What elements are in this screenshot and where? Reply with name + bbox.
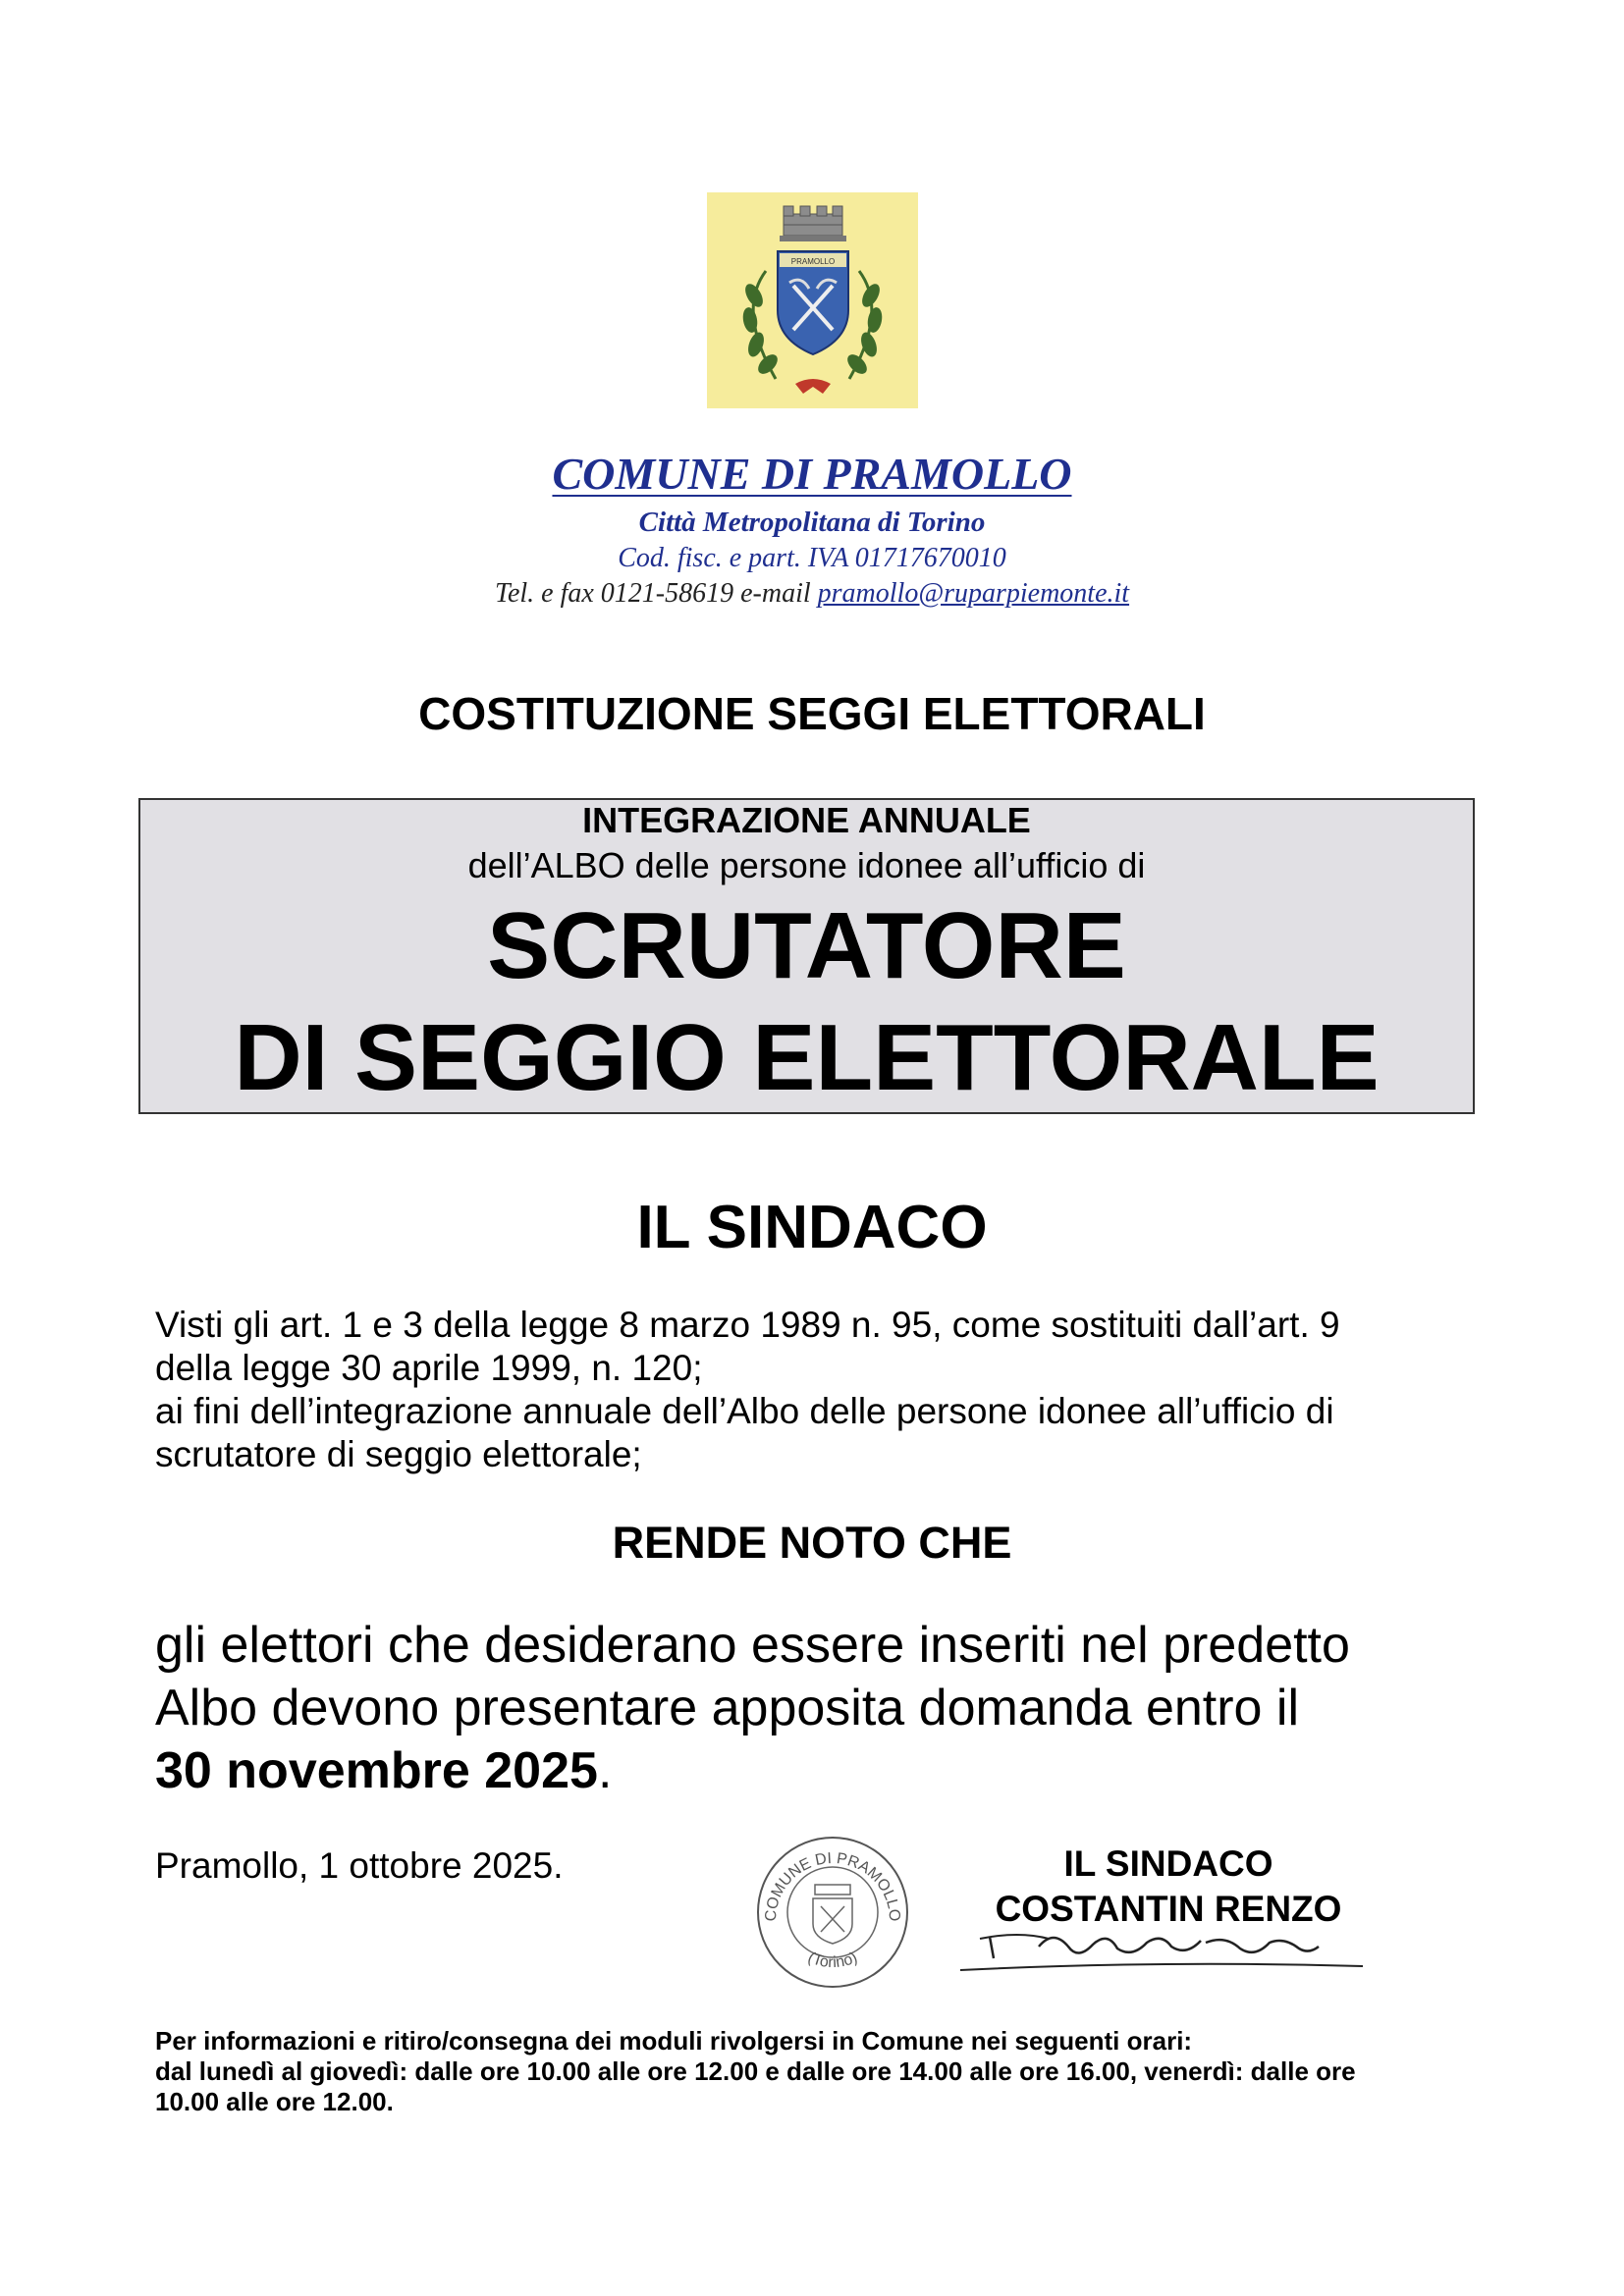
box-line-1: INTEGRAZIONE ANNUALE [582, 800, 1031, 840]
preamble-line: della legge 30 aprile 1999, n. 120; [155, 1348, 703, 1388]
footer-line: 10.00 alle ore 12.00. [155, 2087, 394, 2116]
boxed-heading [138, 798, 1475, 1114]
shield-icon [778, 251, 848, 354]
svg-text:COMUNE DI PRAMOLLO: COMUNE DI PRAMOLLO [762, 1849, 903, 1922]
sindaco-heading: IL SINDACO [636, 1194, 988, 1261]
document-title: COSTITUZIONE SEGGI ELETTORALI [418, 688, 1206, 739]
preamble-line: ai fini dell’integrazione annuale dell’Albo delle persone idonee all’ufficio di [155, 1391, 1334, 1431]
signatory-role: IL SINDACO [1063, 1843, 1273, 1884]
svg-text:(Torino): (Torino) [805, 1949, 860, 1972]
comune-contacts [0, 578, 1624, 610]
notice-line: Albo devono presentare apposita domanda entro il [155, 1680, 1300, 1736]
deadline-date: 30 novembre 2025 [155, 1742, 598, 1799]
svg-text:PRAMOLLO: PRAMOLLO [790, 257, 836, 266]
box-line-2: dell’ALBO delle persone idonee all’ufficio di [467, 845, 1146, 885]
municipal-stamp-icon [754, 1834, 911, 1991]
notice-body [155, 1614, 1530, 1802]
preamble-line: scrutatore di seggio elettorale; [155, 1434, 642, 1474]
box-line-3: SCRUTATORE [487, 893, 1126, 998]
comune-fiscal-code: Cod. fisc. e part. IVA 01717670010 [618, 543, 1006, 573]
rende-noto-heading: RENDE NOTO CHE [612, 1518, 1012, 1568]
footer-line: Per informazioni e ritiro/consegna dei moduli rivolgersi in Comune nei seguenti orari: [155, 2026, 1193, 2056]
preamble-line: Visti gli art. 1 e 3 della legge 8 marzo 1989 n. 95, come sostituiti dall’art. 9 [155, 1305, 1340, 1345]
comune-city: Città Metropolitana di Torino [638, 507, 986, 538]
email-link[interactable]: pramollo@ruparpiemonte.it [817, 578, 1130, 609]
comune-name: COMUNE DI PRAMOLLO [552, 449, 1072, 499]
notice-line: gli elettori che desiderano essere inseriti nel predetto [155, 1617, 1350, 1674]
contacts-phone: Tel. e fax 0121-58619 e-mail [494, 578, 818, 609]
notice-line [155, 1739, 1530, 1802]
footer-line: dal lunedì al giovedì: dalle ore 10.00 alle ore 12.00 e dalle ore 14.00 alle ore 16.00, venerdì: dalle ore [155, 2056, 1356, 2086]
handwritten-signature-icon [960, 1909, 1363, 1988]
place-date: Pramollo, 1 ottobre 2025. [155, 1845, 564, 1886]
signatory-name: COSTANTIN RENZO [995, 1889, 1342, 1929]
office-hours-footer [155, 2026, 1530, 2117]
preamble [155, 1304, 1510, 1476]
notice-end: . [597, 1742, 613, 1799]
coat-of-arms-icon [707, 192, 918, 408]
box-line-4: DI SEGGIO ELETTORALE [234, 1005, 1380, 1110]
